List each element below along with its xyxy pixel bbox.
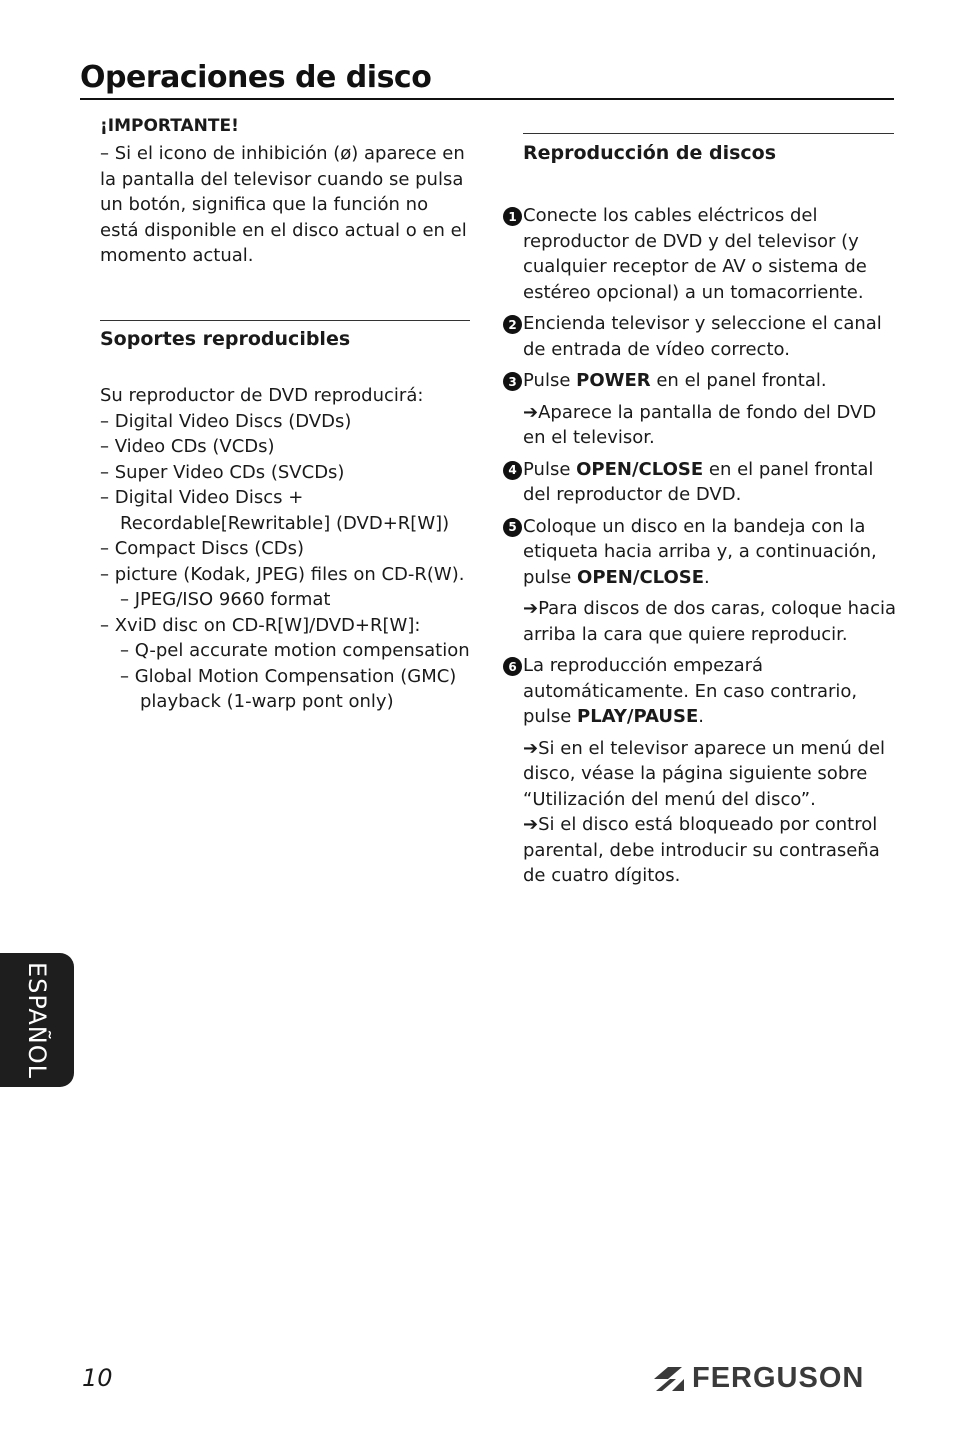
list-item: – JPEG/ISO 9660 format (120, 589, 331, 610)
step-1 (503, 203, 898, 305)
step-number-badge: 5 (503, 518, 522, 537)
important-heading: ¡IMPORTANTE! (100, 116, 239, 136)
step-text-post: en el panel frontal. (650, 370, 827, 391)
media-heading: Soportes reproducibles (100, 328, 351, 350)
step-number-badge: 4 (503, 461, 522, 480)
step-text-pre: Pulse (523, 458, 577, 480)
step-3 (503, 368, 898, 394)
step-text-post: . (704, 566, 710, 588)
ferguson-logo-icon (652, 1365, 686, 1393)
list-item: – Video CDs (VCDs) (100, 436, 275, 457)
list-item: – Super Video CDs (SVCDs) (100, 461, 345, 483)
step-text-pre: Coloque un disco en la bandeja con la etiqueta hacia arriba y, a continuación, pulse (523, 515, 877, 588)
step-text-pre: Pulse (523, 370, 577, 391)
list-item: playback (1-warp pont only) (140, 691, 394, 712)
step-number-badge: 2 (503, 315, 522, 334)
page-number: 10 (82, 1364, 113, 1392)
important-text: – Si el icono de inhibición (ø) aparece en la pantalla del televisor cuando se pulsa un botón, significa que la función no está disponible en el disco actual o en el momento actual. (100, 143, 467, 266)
brand-name: FERGUSON (692, 1362, 865, 1394)
button-name: OPEN/CLOSE (577, 566, 705, 588)
button-name: PLAY/PAUSE (577, 706, 699, 727)
list-item: – Digital Video Discs (DVDs) (100, 410, 352, 432)
section-divider-right (523, 133, 894, 134)
step-text-post: en el panel frontal del reproductor de DVD. (523, 458, 874, 505)
list-item: – XviD disc on CD-R[W]/DVD+R[W]: (100, 614, 421, 636)
arrow-right-icon: ➔ (523, 401, 539, 423)
arrow-right-icon: ➔ (523, 598, 539, 619)
step-number-badge: 1 (503, 207, 522, 226)
step-note (503, 736, 898, 813)
media-intro: Su reproductor de DVD reproducirá: (100, 385, 424, 406)
button-name: POWER (576, 370, 651, 391)
step-6 (503, 653, 898, 730)
note-text: Si en el televisor aparece un menú del disco, véase la página siguiente sobre “Utilización del menú del disco”. (523, 737, 886, 810)
step-note (503, 812, 898, 889)
step-text: Conecte los cables eléctricos del reproductor de DVD y del televisor (y cualquier receptor de AV o sistema de estéreo opcional) a un tomacorriente. (523, 205, 867, 303)
button-name: OPEN/CLOSE (576, 458, 704, 480)
step-number-badge: 3 (503, 372, 522, 391)
note-text: Aparece la pantalla de fondo del DVD en el televisor. (523, 401, 877, 448)
step-text: Encienda televisor y seleccione el canal de entrada de vídeo correcto. (523, 313, 882, 360)
list-item: Recordable[Rewritable] (DVD+R[W]) (120, 512, 450, 534)
list-item: – picture (Kodak, JPEG) files on CD-R(W). (100, 563, 465, 585)
step-4 (503, 457, 898, 508)
note-text: Para discos de dos caras, coloque hacia arriba la cara que quiere reproducir. (523, 598, 896, 645)
playback-steps (503, 203, 898, 895)
page-title: Operaciones de disco (80, 60, 432, 95)
step-note (503, 400, 898, 451)
step-5 (503, 514, 898, 591)
brand-logo (652, 1362, 864, 1395)
media-section (100, 383, 472, 715)
list-item: – Compact Discs (CDs) (100, 538, 305, 559)
note-text: Si el disco está bloqueado por control parental, debe introducir su contraseña de cuatro dígitos. (523, 814, 880, 886)
list-item: – Q-pel accurate motion compensation (120, 640, 470, 661)
title-divider (80, 98, 894, 100)
arrow-right-icon: ➔ (523, 814, 539, 835)
step-2 (503, 311, 898, 362)
list-item: – Digital Video Discs + (100, 487, 304, 508)
playback-heading: Reproducción de discos (523, 142, 777, 164)
language-label: ESPAÑOL (23, 961, 51, 1079)
section-divider-left (100, 320, 470, 321)
step-number-badge: 6 (503, 657, 522, 676)
list-item: – Global Motion Compensation (GMC) (120, 665, 457, 687)
media-list (100, 409, 472, 715)
step-text-post: . (698, 706, 705, 727)
arrow-right-icon: ➔ (523, 737, 539, 759)
step-text-pre: La reproducción empezará automáticamente. En caso contrario, pulse (523, 655, 858, 727)
step-note (503, 596, 898, 647)
language-tab (0, 953, 74, 1087)
